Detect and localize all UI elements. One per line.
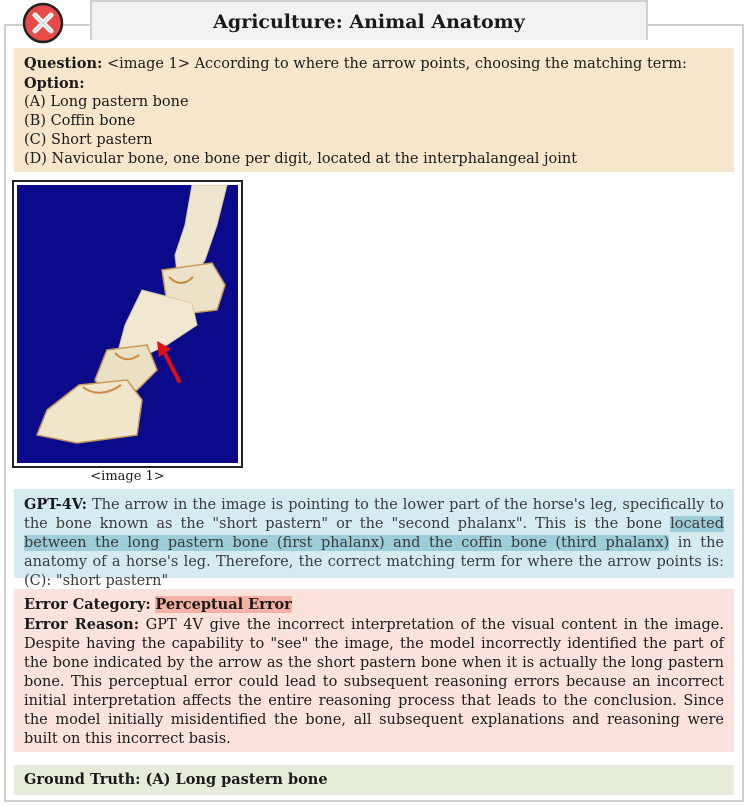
error-x-icon [22,2,64,44]
gpt-answer-box [14,489,734,589]
error-category-line [24,595,724,615]
error-analysis-box [14,589,734,752]
question-text: <image 1> According to where the arrow points, choosing the matching term: [106,56,687,72]
error-reason-text: GPT 4V give the incorrect interpretation of the visual content in the image. Despite having the capability to "see" the image, the model incorrectly identified the part of the bone indicated by the arrow as the short pastern bone when it is actually the long pastern bone. This perceptual error could lead to subsequent reasoning errors because an incorrect initial interpretation affects the entire reasoning process that leads to the conclusion. Since the model initially misidentified the bone, all subsequent explanations and reasoning were built on this incorrect basis. [24,617,724,747]
horse-leg-image [12,180,243,468]
option-c: (C) Short pastern [24,132,153,148]
error-reason-label: Error Reason: [24,616,140,633]
option-b: (B) Coffin bone [24,113,136,129]
page-title: Agriculture: Animal Anatomy [90,0,648,40]
error-category-label: Error Category: [24,596,151,613]
figure-caption: <image 1> [90,469,165,484]
error-category-badge: Perceptual Error [155,596,292,613]
ground-truth-box [14,765,734,795]
option-a: (A) Long pastern bone [24,94,189,110]
horse-leg-illustration [17,185,238,463]
gpt-text-after: in the anatomy of a horse's leg. Therefore, the correct matching term for where the arrow points is: (C): "short pastern" [24,535,724,589]
gpt-label: GPT-4V: [24,496,87,513]
question-line [24,54,724,74]
gpt-highlight: located between the long pastern bone (first phalanx) and the coffin bone (third phalanx) [24,516,724,551]
ground-truth-text: Ground Truth: (A) Long pastern bone [24,771,328,788]
question-label: Question: [24,55,103,72]
question-box [14,48,734,172]
option-label: Option: [24,75,85,92]
option-d: (D) Navicular bone, one bone per digit, located at the interphalangeal joint [24,151,578,167]
gpt-text-before: The arrow in the image is pointing to the lower part of the horse's leg, specifically to the bone known as the "short pastern" or the "second phalanx". This is the bone [24,497,725,532]
